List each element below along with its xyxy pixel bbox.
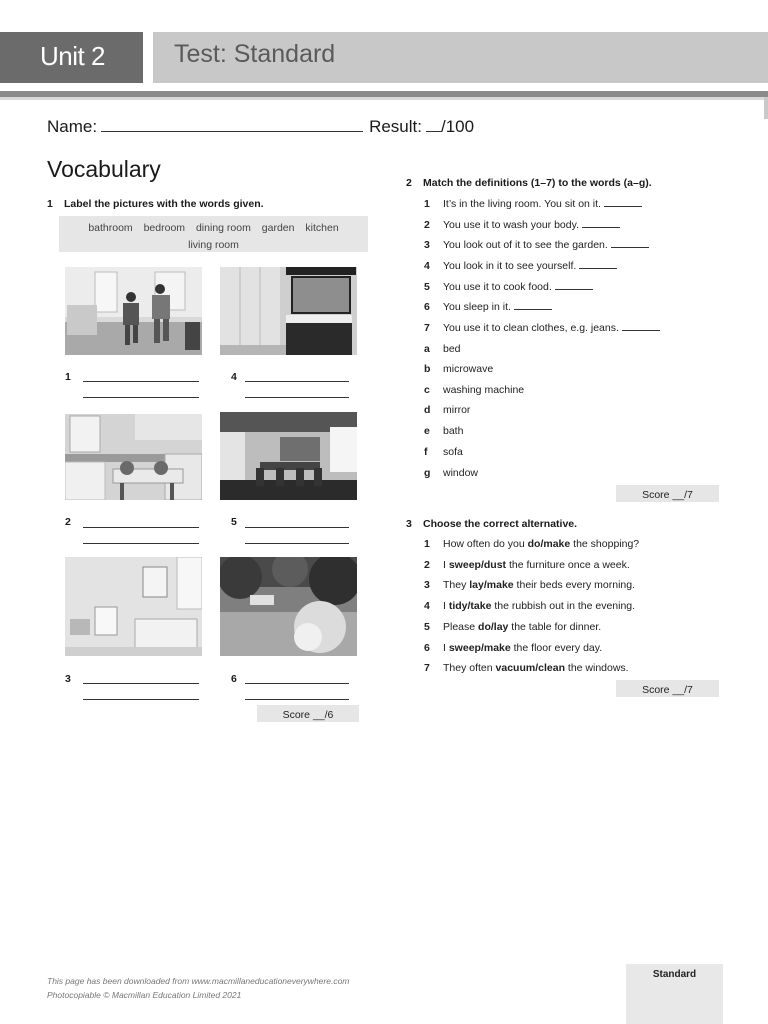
name-field[interactable] (101, 118, 363, 132)
exercise-number: 2 (406, 177, 412, 189)
exercise-number: 3 (406, 518, 412, 530)
name-label: Name: (47, 117, 98, 136)
top-margin (0, 0, 768, 32)
alternative-choice[interactable]: do/lay (478, 621, 509, 633)
word-bank-item: bathroom (88, 222, 133, 234)
exercise-1-heading (47, 198, 264, 210)
label-slot-5 (231, 516, 368, 546)
alternative-choice[interactable]: lay/make (469, 579, 514, 591)
label-number: 5 (231, 516, 237, 528)
answer-line[interactable] (83, 699, 199, 700)
word-bank-item: bedroom (143, 222, 186, 234)
alternative-choice[interactable]: do/make (527, 538, 571, 550)
result-field[interactable] (426, 118, 441, 132)
test-title: Test: Standard (153, 32, 768, 83)
answer-line[interactable] (83, 381, 199, 382)
photo-bathroom (220, 267, 357, 355)
alternative-choice[interactable]: tidy/take (448, 600, 492, 612)
word-bank-item: dining room (195, 222, 251, 234)
word-bank (59, 216, 368, 252)
word-bank-item: living room (188, 239, 239, 251)
label-number: 6 (231, 673, 237, 685)
exercise-instruction: Match the definitions (1–7) to the words (a–g). (423, 177, 652, 189)
header-rule-light (0, 97, 768, 100)
answer-line[interactable] (83, 543, 199, 544)
answer-line[interactable] (83, 683, 199, 684)
label-number: 2 (65, 516, 71, 528)
exercise-instruction: Choose the correct alternative. (423, 518, 578, 530)
photo-kitchen (65, 414, 202, 500)
answer-gap[interactable] (611, 239, 649, 248)
exercise-3-heading (406, 518, 577, 530)
photo-bedroom (65, 557, 202, 656)
edge-mark (764, 97, 768, 119)
download-note: This page has been downloaded from www.macmillaneducationeverywhere.com (47, 976, 350, 986)
word-bank-item: kitchen (305, 222, 339, 234)
answer-gap[interactable] (582, 219, 620, 228)
name-result-line (47, 117, 474, 137)
answer-gap[interactable] (604, 198, 642, 207)
answer-line[interactable] (245, 381, 349, 382)
copyright-note: Photocopiable © Macmillan Education Limited 2021 (47, 990, 242, 1000)
alternative-choice[interactable]: vacuum/clean (495, 662, 565, 674)
answer-line[interactable] (245, 543, 349, 544)
answer-gap[interactable] (514, 301, 552, 310)
label-number: 4 (231, 371, 237, 383)
word-bank-item: garden (261, 222, 295, 234)
photo-dining-room (220, 412, 357, 500)
result-total: /100 (441, 117, 475, 136)
photo-living-room (65, 267, 202, 355)
answer-line[interactable] (245, 527, 349, 528)
answer-gap[interactable] (622, 322, 660, 331)
answer-line[interactable] (245, 397, 349, 398)
answer-gap[interactable] (555, 281, 593, 290)
answer-line[interactable] (83, 527, 199, 528)
exercise-instruction: Label the pictures with the words given. (64, 198, 264, 210)
level-badge: Standard (626, 964, 723, 1024)
exercise-2-heading (406, 177, 652, 189)
unit-label: Unit 2 (0, 32, 143, 83)
exercise-2-score: Score __/7 (616, 485, 719, 502)
answer-line[interactable] (245, 683, 349, 684)
section-title: Vocabulary (47, 156, 161, 182)
answer-line[interactable] (245, 699, 349, 700)
exercise-3-score: Score __/7 (616, 680, 719, 697)
photo-garden (220, 557, 357, 656)
result-label: Result: (369, 117, 422, 136)
alternative-choice[interactable]: sweep/dust (448, 559, 507, 571)
alternative-choice[interactable]: sweep/make (448, 642, 511, 654)
label-number: 3 (65, 673, 71, 685)
answer-line[interactable] (83, 397, 199, 398)
exercise-1-score: Score __/6 (257, 705, 359, 722)
answer-gap[interactable] (579, 260, 617, 269)
label-number: 1 (65, 371, 71, 383)
label-slot-2 (65, 516, 202, 546)
exercise-number: 1 (47, 198, 53, 210)
